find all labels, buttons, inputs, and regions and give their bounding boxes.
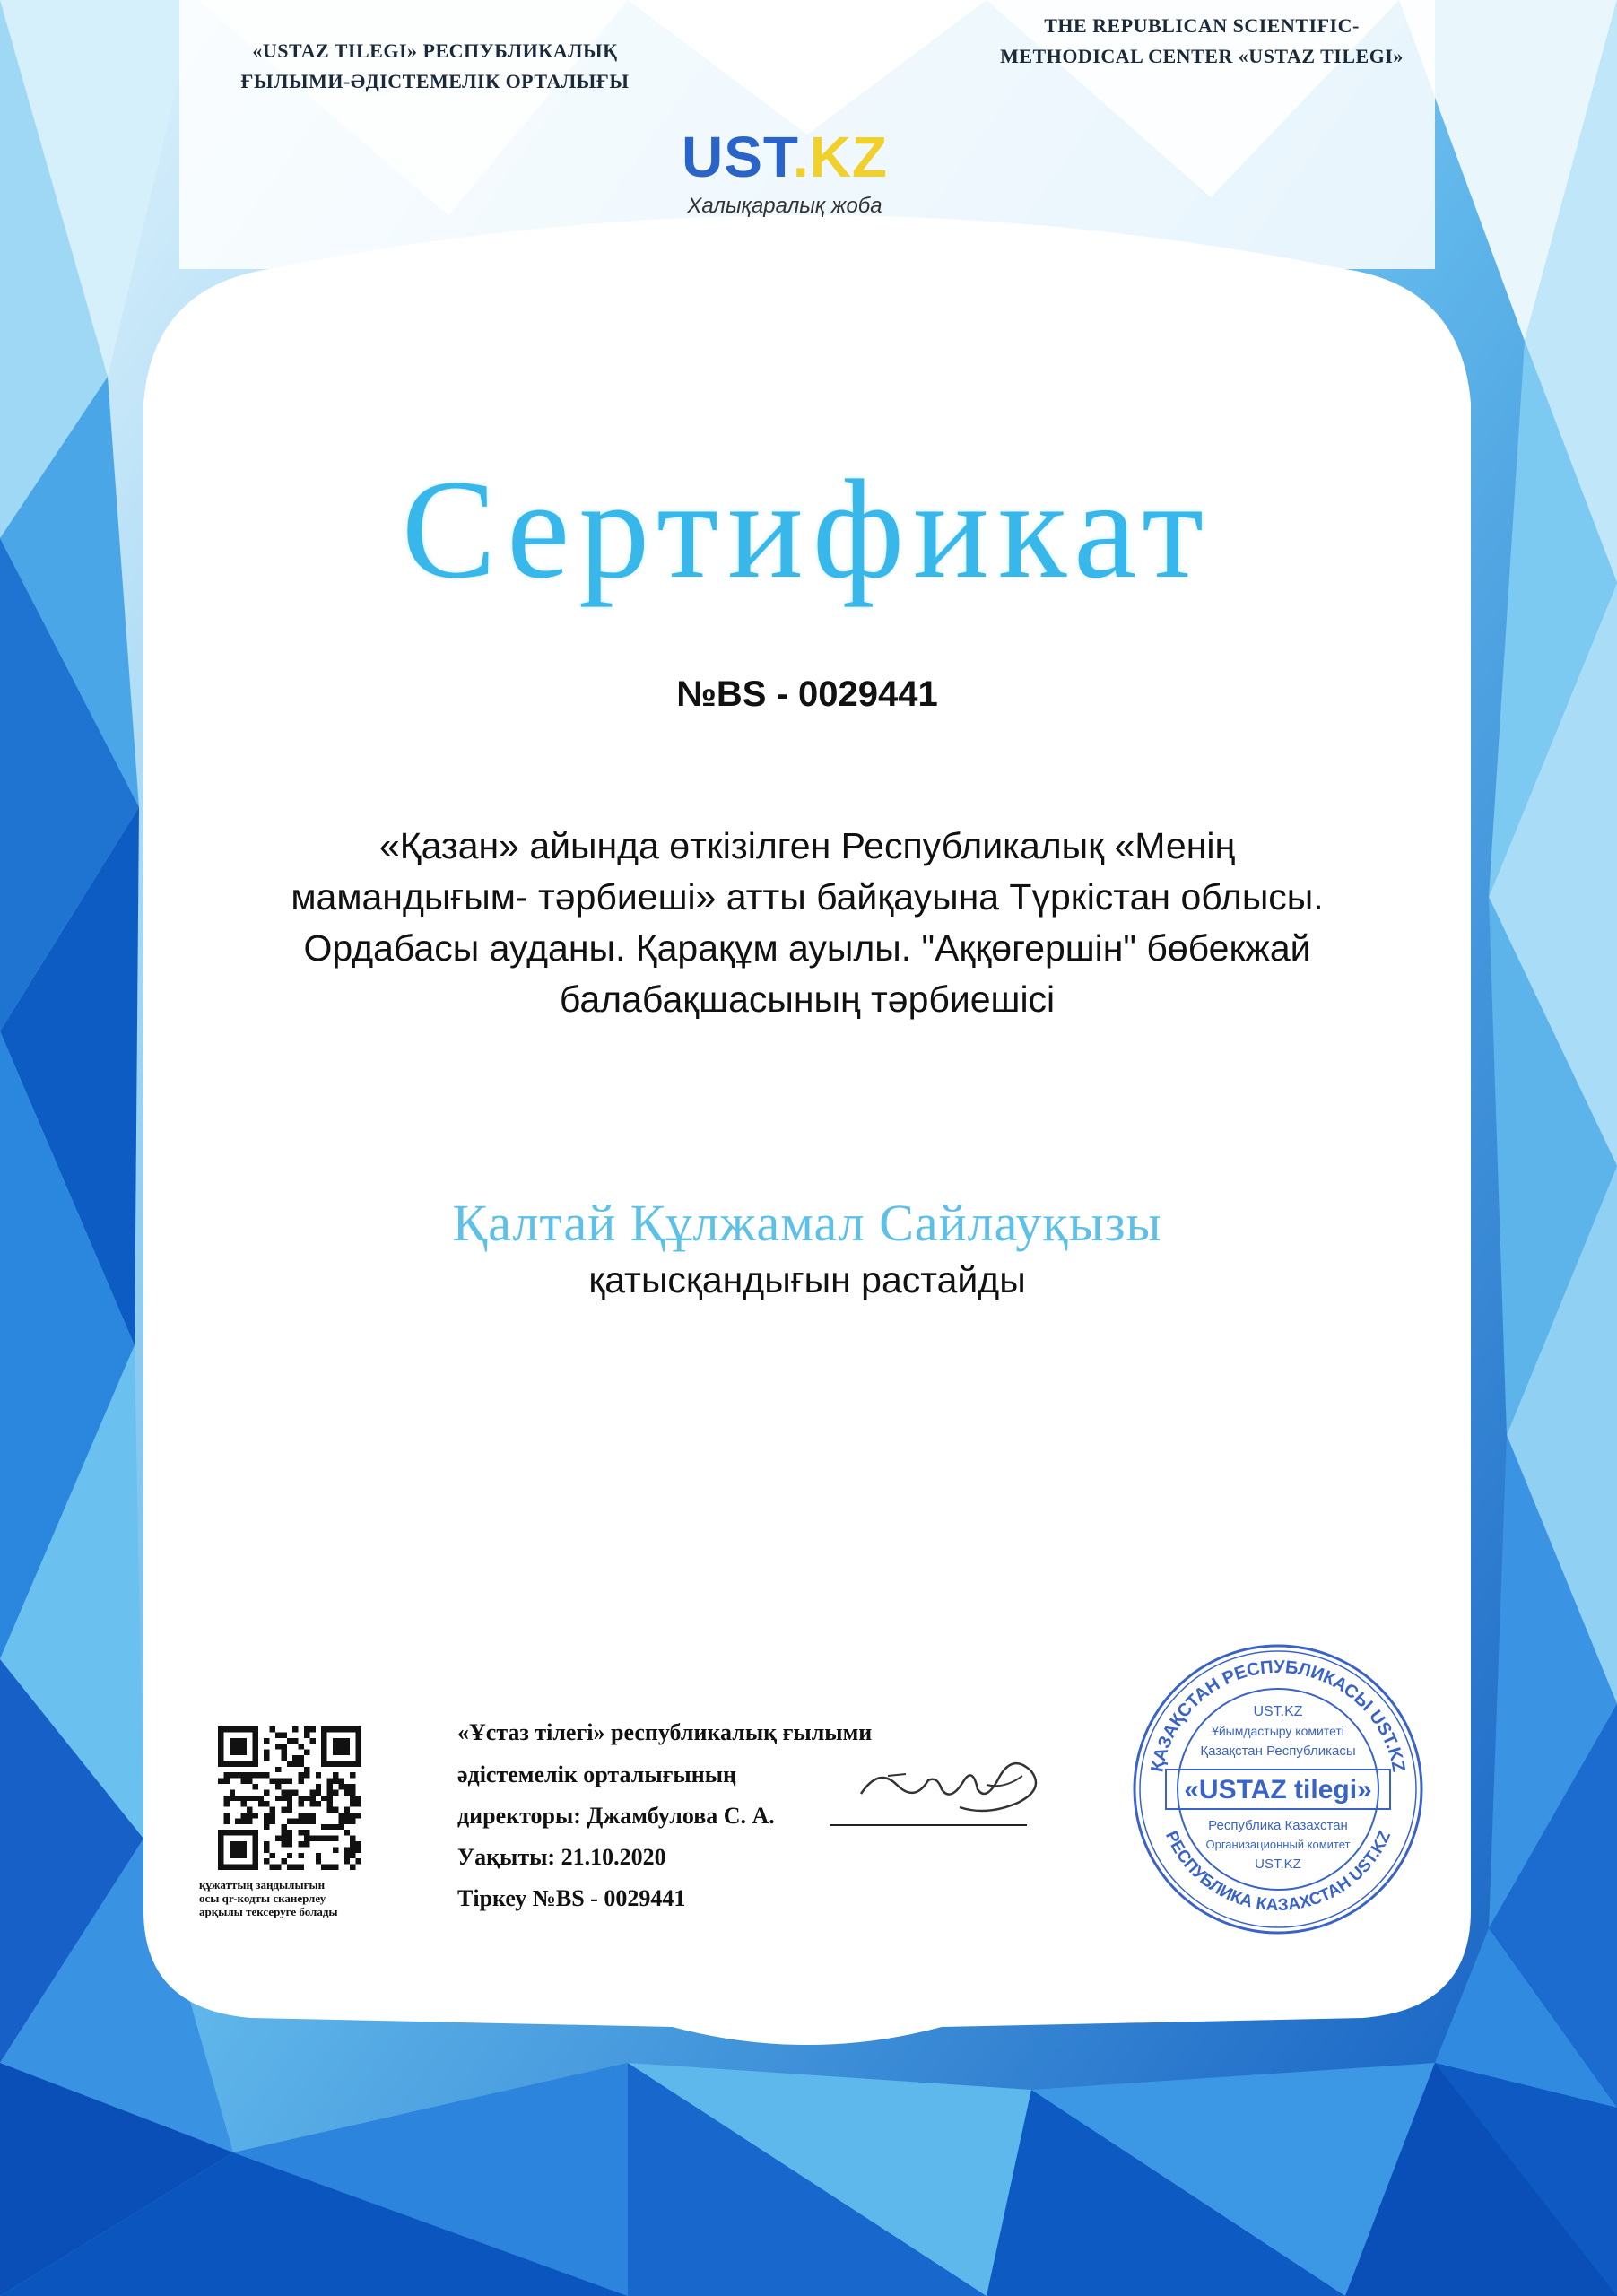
logo-subtitle: Халықаралық жоба [687, 194, 882, 218]
certificate-number: №BS - 0029441 [676, 674, 938, 714]
stamp-inner-bottom-1: Республика Казахстан [1208, 1818, 1348, 1833]
qr-caption-line: құжаттың заңдылығын [199, 1878, 326, 1892]
body-line: Ордабасы ауданы. Қарақұм ауылы. "Аққөгершін" бөбекжай [303, 927, 1311, 969]
header-left [202, 36, 668, 97]
ustkz-logo [668, 126, 901, 219]
header-right [951, 11, 1453, 72]
stamp-inner-bottom-3: UST.KZ [1255, 1857, 1301, 1872]
stamp-inner-top-3: Қазақстан Республикасы [1200, 1744, 1356, 1759]
signature-date: Уақыты: 21.10.2020 [457, 1844, 666, 1870]
certificate-body [179, 821, 1435, 1025]
stamp-inner-bottom-2: Организационный комитет [1205, 1838, 1351, 1851]
qr-caption-line: арқылы тексеруге болады [199, 1905, 338, 1918]
registration-number: Тіркеу №BS - 0029441 [457, 1885, 686, 1911]
body-line: балабақшасының тәрбиешісі [559, 978, 1056, 1020]
qr-caption-line: осы qr-кодты сканерлеу [199, 1892, 326, 1905]
svg-text:РЕСПУБЛИКА КАЗАХСТАН UST.KZ: РЕСПУБЛИКА КАЗАХСТАН UST.KZ [1161, 1828, 1395, 1916]
stamp-inner-top-1: UST.KZ [1253, 1704, 1303, 1719]
official-stamp [1126, 1637, 1430, 1942]
stamp-inner-top-2: Ұйымдастыру комитеті [1212, 1724, 1344, 1738]
signature-line [830, 1824, 1027, 1826]
qr-caption [199, 1878, 396, 1918]
header-left-line1: «USTAZ TILEGI» РЕСПУБЛИКАЛЫҚ [252, 39, 618, 62]
signature-director: директоры: Джамбулова С. А. [457, 1803, 775, 1829]
header-right-line2: METHODICAL CENTER «USTAZ TILEGI» [1000, 45, 1404, 67]
certificate-title: Сертификат [401, 451, 1213, 608]
confirmation-text: қатысқандығын растайды [588, 1259, 1026, 1300]
qr-code-icon [218, 1726, 361, 1870]
signature-org-line1: «Ұстаз тілегі» республикалық ғылыми [457, 1719, 873, 1745]
signature-org-line2: әдістемелік орталығының [457, 1761, 736, 1787]
logo-wordmark [668, 126, 901, 188]
header-right-line1: THE REPUBLICAN SCIENTIFIC- [1044, 14, 1360, 37]
body-line: мамандығым- тәрбиеші» атты байқауына Түркістан облысы. [291, 876, 1324, 918]
logo-ust: UST [682, 125, 793, 189]
handwritten-signature [852, 1749, 1058, 1821]
logo-kz: .KZ [792, 125, 888, 189]
svg-text:ҚАЗАҚСТАН РЕСПУБЛИКАСЫ UST.KZ: ҚАЗАҚСТАН РЕСПУБЛИКАСЫ UST.KZ [1147, 1657, 1409, 1774]
body-line: «Қазан» айында өткізілген Республикалық «Менің [378, 825, 1236, 866]
header-left-line2: ҒЫЛЫМИ-ӘДІСТЕМЕЛІК ОРТАЛЫҒЫ [240, 70, 630, 92]
recipient-name: Қалтай Құлжамал Сайлауқызы [452, 1194, 1162, 1252]
stamp-center: «USTAZ tilegi» [1184, 1775, 1372, 1805]
